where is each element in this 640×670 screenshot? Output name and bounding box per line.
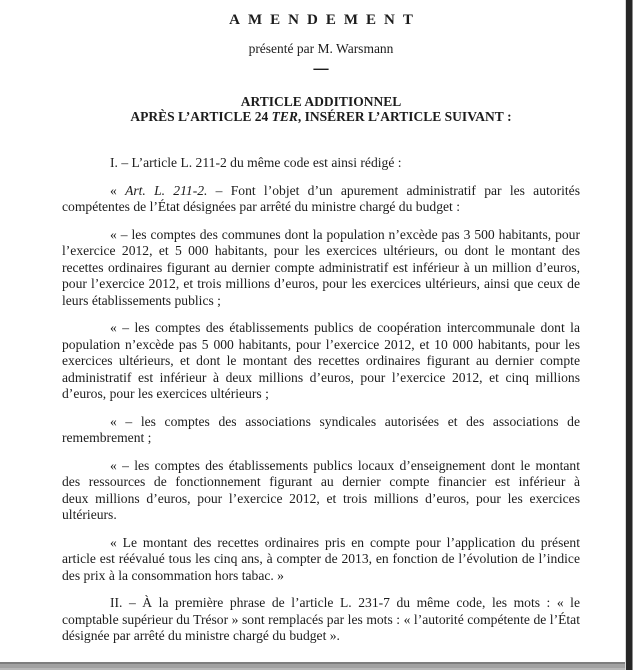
scan-bottom-edge-artifact bbox=[0, 662, 633, 670]
document-title: AMENDEMENT bbox=[229, 12, 421, 28]
article-heading bbox=[62, 95, 580, 124]
heading-insertion-instruction bbox=[62, 110, 580, 125]
heading-article-additionnel: ARTICLE ADDITIONNEL bbox=[240, 94, 402, 109]
paragraph-art-rest: – Font l’objet d’un apurement administratif par les autorités compétentes de l’État désignées par arrêté du ministre chargé du budget : bbox=[62, 182, 580, 214]
separator-dash: — bbox=[313, 58, 329, 80]
heading-insertion-post: , INSÉRER L’ARTICLE SUIVANT : bbox=[297, 108, 512, 124]
paragraph-art-open-quote: « bbox=[110, 182, 126, 198]
paragraph-art-l-211-2 bbox=[62, 183, 580, 216]
heading-insertion-ter-italic: TER bbox=[271, 108, 298, 124]
scan-right-edge-artifact bbox=[625, 0, 633, 670]
paragraph-i-intro: I. – L’article L. 211-2 du même code est ainsi rédigé : bbox=[110, 155, 402, 170]
paragraph-reevaluation: « Le montant des recettes ordinaires pris en compte pour l’application du présent article est réévalué tous les cinq ans, à compter de 2013, en fonction de l’évolution de l’indice des prix à la consommation hors tabac. » bbox=[62, 534, 580, 583]
paragraph-ii-comptable: II. – À la première phrase de l’article L. 231-7 du même code, les mots : « le comptable supérieur du Trésor » sont remplacés par les mots : « l’autorité compétente de l’État désignée par arrêté du ministre chargé du budget ». bbox=[62, 595, 580, 643]
paragraph-art-reference-italic: Art. L. 211-2. bbox=[125, 182, 208, 198]
presented-by-line: présenté par M. Warsmann bbox=[248, 41, 394, 56]
document-content bbox=[62, 10, 580, 656]
paragraph-comptes-enseignement: « – les comptes des établissements publics locaux d’enseignement dont le montant des ressources de fonctionnement figurant au dernier compte financier est inférieur à deux millions d’euros, pour l’exercice 2012, et trois millions d’euros, pour les exercices ultérieurs. bbox=[62, 457, 580, 522]
heading-insertion-pre: APRÈS L’ARTICLE 24 bbox=[130, 108, 272, 124]
paragraph-comptes-associations: « – les comptes des associations syndicales autorisées et des associations de remembrement ; bbox=[62, 413, 580, 445]
amendment-body bbox=[62, 155, 580, 645]
paragraph-comptes-communes: « – les comptes des communes dont la population n’excède pas 3 500 habitants, pour l’exercice 2012, et 5 000 habitants, pour les exercices ultérieurs, ou dont le montant des recettes ordinaires figurant au dernier compte administratif est inférieur à un million d’euros, pour l’exercice 2012, et trois millions d’euros, pour les exercices ultérieurs, ainsi que ceux de leurs établissements publics ; bbox=[62, 226, 580, 308]
paragraph-comptes-epci: « – les comptes des établissements publics de coopération intercommunale dont la population n’excède pas 5 000 habitants, pour l’exercice 2012, et 10 000 habitants, pour les exercices ultérieurs, et dont le montant des recettes ordinaires figurant au dernier compte administratif est inférieur à deux millions d’euros, pour l’exercice 2012, et cinq millions d’euros, pour les exercices ultérieurs ; bbox=[62, 320, 580, 401]
